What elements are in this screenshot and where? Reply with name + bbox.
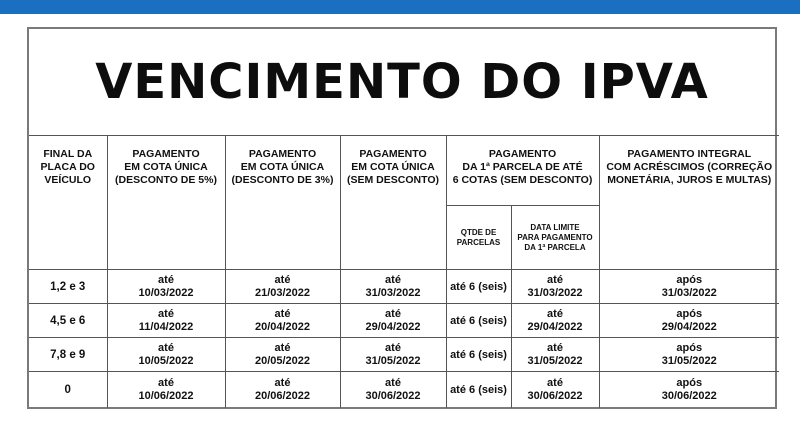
page-title: VENCIMENTO DO IPVA (95, 54, 709, 110)
header-row (29, 136, 779, 206)
data-limite-date: até 31/03/2022 (511, 270, 599, 304)
table-row (29, 372, 779, 408)
data-limite-date: até 29/04/2022 (511, 304, 599, 338)
cota0-date: até 31/05/2022 (340, 338, 446, 372)
integral-date: após 31/03/2022 (599, 270, 779, 304)
table-row (29, 304, 779, 338)
cota5-date: até 11/04/2022 (107, 304, 225, 338)
header-data-limite: DATA LIMITE PARA PAGAMENTO DA 1ª PARCELA (511, 206, 599, 270)
cota0-date: até 30/06/2022 (340, 372, 446, 408)
integral-date: após 30/06/2022 (599, 372, 779, 408)
plate-final: 0 (29, 372, 107, 408)
qtde-parcelas: até 6 (seis) (446, 372, 511, 408)
cota3-date: até 21/03/2022 (225, 270, 340, 304)
cota3-date: até 20/06/2022 (225, 372, 340, 408)
integral-date: após 31/05/2022 (599, 338, 779, 372)
cota5-date: até 10/05/2022 (107, 338, 225, 372)
data-limite-date: até 31/05/2022 (511, 338, 599, 372)
ipva-schedule-table (29, 135, 779, 408)
cota3-date: até 20/05/2022 (225, 338, 340, 372)
header-cota-desconto-5: PAGAMENTO EM COTA ÚNICA (DESCONTO DE 5%) (107, 136, 225, 270)
header-plate: FINAL DA PLACA DO VEÍCULO (29, 136, 107, 270)
table-row (29, 270, 779, 304)
cota0-date: até 31/03/2022 (340, 270, 446, 304)
cota0-date: até 29/04/2022 (340, 304, 446, 338)
ipva-schedule-card (27, 27, 777, 409)
integral-date: após 29/04/2022 (599, 304, 779, 338)
table-row (29, 338, 779, 372)
header-qtde-parcelas: QTDE DE PARCELAS (446, 206, 511, 270)
header-integral: PAGAMENTO INTEGRAL COM ACRÉSCIMOS (CORREÇÃO MONETÁRIA, JUROS E MULTAS) (599, 136, 779, 270)
cota5-date: até 10/03/2022 (107, 270, 225, 304)
cota5-date: até 10/06/2022 (107, 372, 225, 408)
header-cota-sem-desconto: PAGAMENTO EM COTA ÚNICA (SEM DESCONTO) (340, 136, 446, 270)
plate-final: 1,2 e 3 (29, 270, 107, 304)
plate-final: 4,5 e 6 (29, 304, 107, 338)
cota3-date: até 20/04/2022 (225, 304, 340, 338)
header-parcelado: PAGAMENTO DA 1ª PARCELA DE ATÉ 6 COTAS (SEM DESCONTO) (446, 136, 599, 206)
top-accent-bar (0, 0, 800, 14)
data-limite-date: até 30/06/2022 (511, 372, 599, 408)
qtde-parcelas: até 6 (seis) (446, 270, 511, 304)
qtde-parcelas: até 6 (seis) (446, 338, 511, 372)
qtde-parcelas: até 6 (seis) (446, 304, 511, 338)
plate-final: 7,8 e 9 (29, 338, 107, 372)
header-cota-desconto-3: PAGAMENTO EM COTA ÚNICA (DESCONTO DE 3%) (225, 136, 340, 270)
